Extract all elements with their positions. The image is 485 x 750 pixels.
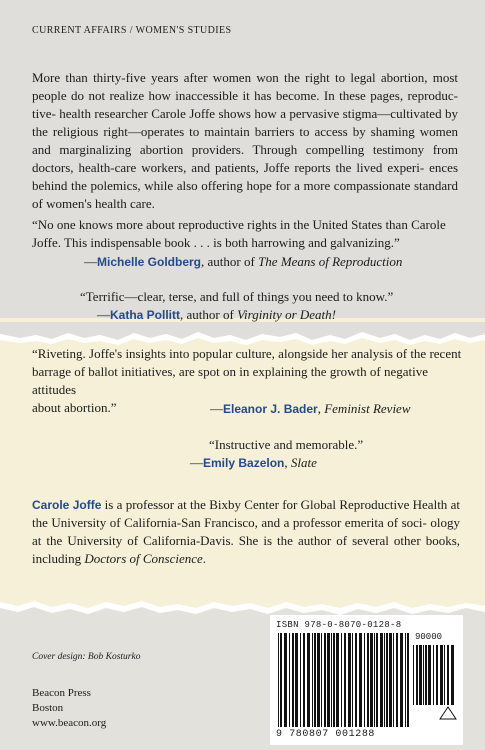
- barcode-bar: [284, 633, 287, 727]
- barcode-bar: [300, 633, 301, 727]
- barcode-bar: [428, 645, 431, 705]
- price-code: 90000: [415, 632, 443, 642]
- barcode-bar: [355, 633, 357, 727]
- barcode-bar: [425, 645, 427, 705]
- blurb-attribution-bader: —Eleanor J. Bader, Feminist Review: [210, 401, 411, 416]
- author-name: Carole Joffe: [32, 498, 102, 512]
- isbn-number: ISBN 978-0-8070-0128-8: [276, 620, 402, 630]
- barcode-bar: [433, 645, 434, 705]
- barcode-bar: [436, 645, 438, 705]
- reviewer-name: Eleanor J. Bader: [223, 402, 318, 416]
- barcode-bar: [314, 633, 316, 727]
- barcode-bar: [341, 633, 342, 727]
- source-title: Feminist Review: [324, 401, 411, 416]
- summary-line: from doctors, health-care workers, and patients, Joffe reports the lived experi-: [32, 142, 458, 175]
- publisher-url: www.beacon.org: [32, 717, 107, 729]
- book-title: Doctors of Conscience: [84, 551, 203, 566]
- barcode-bar: [278, 633, 279, 727]
- author-bio: Carole Joffe is a professor at the Bixby Center for Global Reproductive Health at the University of California-San Francisco, and a professor emerita of soci- ology at the University of California-Davis. She is the author of several other books, including Doctors of Conscience.: [32, 497, 461, 566]
- blurb-attribution-goldberg: —Michelle Goldberg, author of The Means of Reproduction: [84, 254, 403, 269]
- barcode-bar: [413, 645, 414, 705]
- barcode-bar: [327, 633, 330, 727]
- barcode-bar: [376, 633, 378, 727]
- barcode-bar: [344, 633, 346, 727]
- barcode-bar: [370, 633, 373, 727]
- book-summary: [32, 69, 458, 213]
- blurb-quote-bader: “Riveting. Joffe's insights into popular culture, alongside her analysis of the recent barrage of ballot initiatives, are spot on in explaining the growth of negative attitudes about abortion.”: [32, 346, 462, 415]
- reviewer-name: Emily Bazelon: [203, 456, 285, 470]
- barcode-bar: [407, 633, 409, 727]
- barcode-digits: 9 780807 001288: [276, 729, 376, 740]
- barcode-bar: [312, 633, 313, 727]
- summary-line: standard of women's health care.: [32, 178, 458, 211]
- category-label: CURRENT AFFAIRS / WOMEN'S STUDIES: [32, 25, 232, 36]
- barcode-bar: [348, 633, 351, 727]
- barcode-bar: [400, 633, 403, 727]
- summary-line: women and marginalizing abortion providers. Through compelling testimony: [32, 124, 458, 157]
- barcode-bar: [416, 645, 418, 705]
- barcode-bar: [295, 633, 298, 727]
- barcode-bar: [352, 633, 353, 727]
- blurb-attribution-pollitt: —Katha Pollitt, author of Virginity or Death!: [97, 307, 336, 322]
- barcode-bar: [292, 633, 294, 727]
- barcode-bar: [440, 645, 443, 705]
- barcode-bar: [384, 633, 385, 727]
- barcode-bar: [289, 633, 290, 727]
- barcode-bar: [419, 645, 422, 705]
- barcode-bar: [364, 633, 365, 727]
- summary-line: More than thirty-five years after women won the right to legal abortion, most: [32, 70, 458, 85]
- barcode-bar: [307, 633, 310, 727]
- reviewer-name: Michelle Goldberg: [97, 255, 202, 269]
- barcode-bar: [393, 633, 394, 727]
- blurb-quote-goldberg: “No one knows more about reproductive rights in the United States than Carole Joffe. This indispensable book . . . is both harrowing and galvanizing.”: [32, 217, 446, 250]
- barcode-bar: [331, 633, 332, 727]
- barcode-bar: [396, 633, 398, 727]
- barcode-bar: [447, 645, 449, 705]
- barcode-bar: [280, 633, 282, 727]
- barcode-bar: [367, 633, 369, 727]
- blurb-quote-pollitt: “Terrific—clear, terse, and full of things you need to know.”: [80, 289, 394, 304]
- source-title: The Means of Reproduction: [258, 254, 403, 269]
- barcode-bar: [386, 633, 388, 727]
- blurb-attribution-bazelon: —Emily Bazelon, Slate: [190, 455, 317, 470]
- barcode-bar: [303, 633, 305, 727]
- barcode-bar: [405, 633, 406, 727]
- triangle-icon: [440, 707, 456, 719]
- source-title: Virginity or Death!: [237, 307, 336, 322]
- barcode-bar: [451, 645, 454, 705]
- barcode-bar: [444, 645, 445, 705]
- summary-line: tive- health researcher Carole Joffe shows how a pervasive stigma—cultivated: [32, 106, 442, 121]
- summary-line: ences behind the polemics, while also offering hope for a more compassionate: [32, 160, 459, 193]
- publisher-name: Beacon Press: [32, 687, 91, 699]
- isbn-barcode: [270, 615, 463, 745]
- publisher-city: Boston: [32, 702, 64, 714]
- summary-line: by the religious right—operates to maintain barriers to access by shaming: [32, 106, 458, 139]
- barcode-bar: [359, 633, 362, 727]
- barcode-bar: [321, 633, 322, 727]
- barcode-bar: [333, 633, 335, 727]
- barcode-bar: [389, 633, 392, 727]
- barcode-bar: [336, 633, 339, 727]
- barcode-bar: [423, 645, 424, 705]
- barcode-bar: [380, 633, 383, 727]
- cover-design-credit: Cover design: Bob Kosturko: [32, 652, 141, 662]
- summary-line: people do not realize how inaccessible it has become. In these pages, reproduc-: [32, 88, 458, 103]
- barcode-bar: [374, 633, 375, 727]
- blurb-quote-bazelon: “Instructive and memorable.”: [209, 437, 364, 452]
- reviewer-name: Katha Pollitt: [110, 308, 181, 322]
- source-title: Slate: [290, 455, 317, 470]
- barcode-bar: [324, 633, 326, 727]
- barcode-bar: [317, 633, 320, 727]
